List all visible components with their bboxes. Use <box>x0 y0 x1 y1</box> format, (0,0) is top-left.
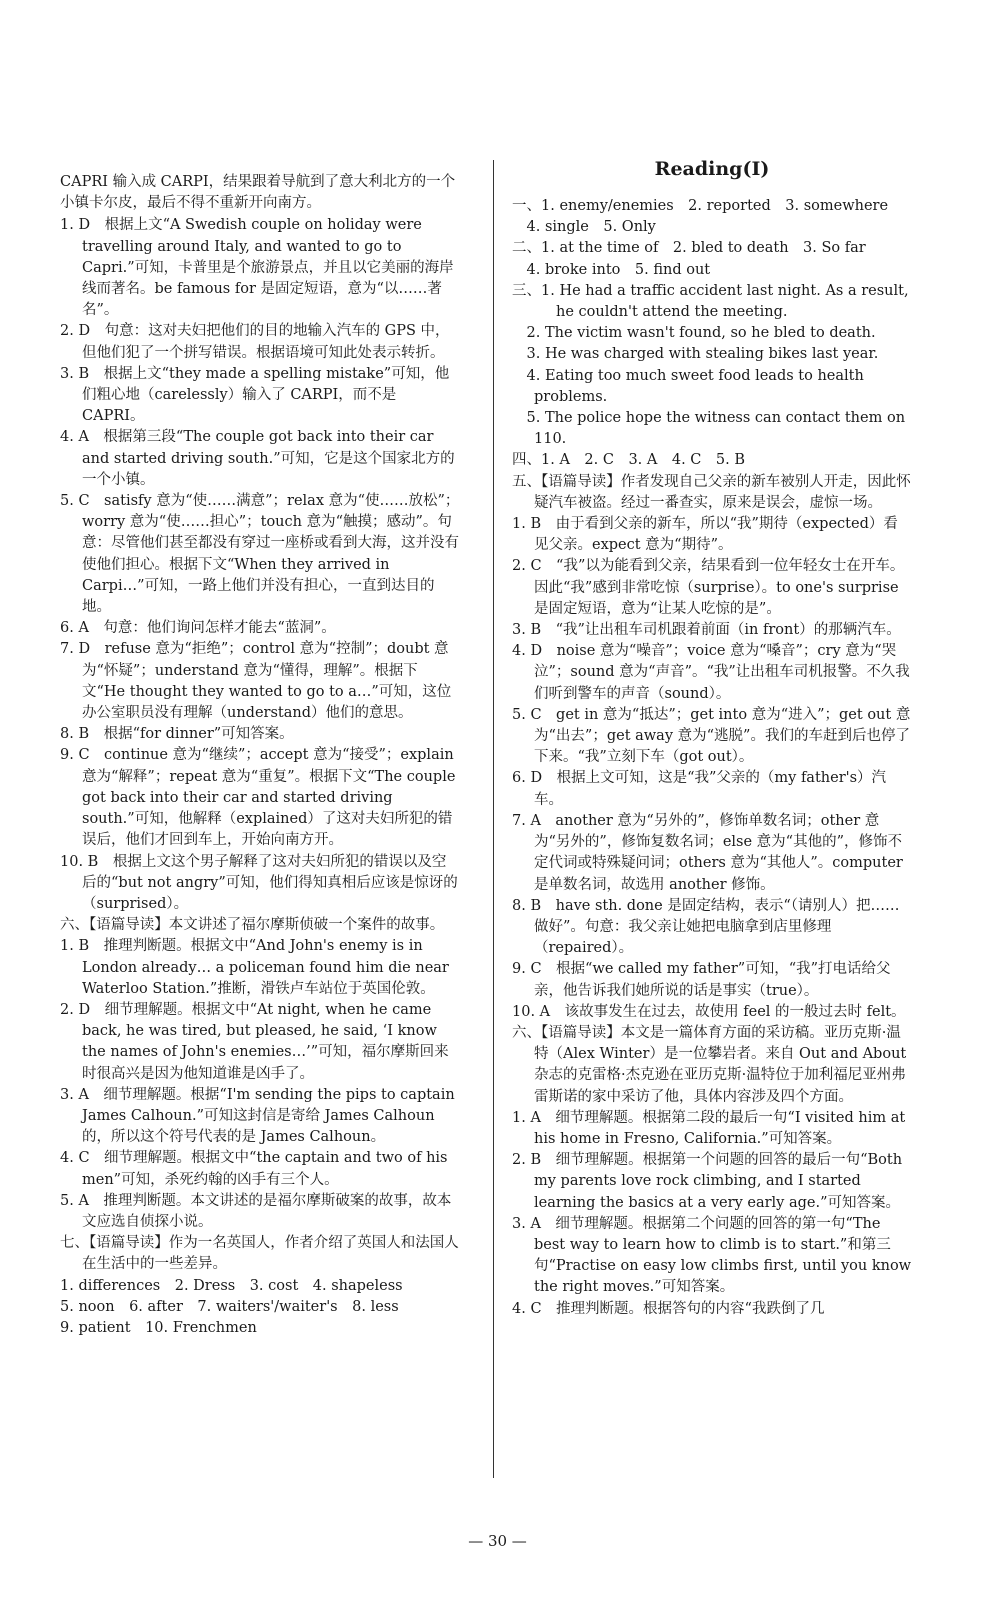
answer-paragraph: 3. A 细节理解题。根据“I'm sending the pips to captain James Calhoun.”可知这封信是寄给 James Calhoun 的，所以这个符号代表的是 James Calhoun。 <box>60 1086 455 1146</box>
answer-paragraph: 10. B 根据上文这个男子解释了这对夫妇所犯的错误以及空后的“but not angry”可知，他们得知真相后应该是惊讶的（surprised）。 <box>60 853 458 912</box>
answer-paragraph: 5. A 推理判断题。本文讲述的是福尔摩斯破案的故事，故本文应选自侦探小说。 <box>60 1192 452 1230</box>
answer-paragraph: 7. A another 意为“另外的”，修饰单数名词；other 意为“另外的”，修饰复数名词；else 意为“其他的”，修饰不定代词或特殊疑问词；others 意为“其他人”。computer 是单数名词，故选用 another 修饰。 <box>512 812 903 893</box>
answer-paragraph: 1. differences 2. Dress 3. cost 4. shapeless <box>60 1277 403 1294</box>
answer-paragraph: 4. A 根据第三段“The couple got back into their car and started driving south.”可知，它是这个国家北方的一个小镇。 <box>60 429 455 488</box>
answer-paragraph: 4. D noise 意为“噪音”；voice 意为“嗓音”；cry 意为“哭泣”；sound 意为“声音”。“我”让出租车司机报警。不久我们听到警车的声音（sound）。 <box>512 643 910 702</box>
answer-paragraph: 2. D 细节理解题。根据文中“At night, when he came back, he was tired, but pleased, he said, ‘I know the names of John's enemies…’”可知，福尔摩斯回来时很高兴是因为他知道谁是凶手了。 <box>60 1001 449 1082</box>
answer-paragraph: 1. B 推理判断题。根据文中“And John's enemy is in London already… a policeman found him die near Waterloo Station.”推断，滑铁卢车站位于英国伦敦。 <box>60 938 449 997</box>
answer-paragraph: 4. C 细节理解题。根据文中“the captain and two of his men”可知，杀死约翰的凶手有三个人。 <box>60 1150 448 1188</box>
column-divider <box>493 160 494 1478</box>
answer-paragraph: 1. D 根据上文“A Swedish couple on holiday were travelling around Italy, and wanted to go to Capri.”可知，卡普里是个旅游景点，并且以它美丽的海岸线而著名。be famous for 是固定短语，意为“以……著名”。 <box>60 217 454 319</box>
answer-paragraph: 10. A 该故事发生在过去，故使用 feel 的一般过去时 felt。 <box>512 1003 906 1020</box>
answer-paragraph: 3. B “我”让出租车司机跟着前面（in front）的那辆汽车。 <box>512 622 901 639</box>
answer-paragraph: 5. noon 6. after 7. waiters'/waiter's 8. less <box>60 1298 399 1315</box>
answer-paragraph: 2. C “我”以为能看到父亲，结果看到一位年轻女士在开车。因此“我”感到非常吃惊（surprise）。to one's surprise 是固定短语，意为“让某人吃惊的是”。 <box>512 558 905 617</box>
section-title: Reading(Ⅰ) <box>654 158 770 180</box>
answer-paragraph: 3. B 根据上文“they made a spelling mistake”可知，他们粗心地（carelessly）输入了 CARPI，而不是 CAPRI。 <box>60 365 450 425</box>
answer-paragraph: 五、【语篇导读】作者发现自己父亲的新车被别人开走，因此怀疑汽车被盗。经过一番查实，原来是误会，虚惊一场。 <box>512 473 911 511</box>
answer-paragraph: 2. D 句意：这对夫妇把他们的目的地输入汽车的 GPS 中，但他们犯了一个拼写错误。根据语境可知此处表示转折。 <box>60 323 450 361</box>
answer-paragraph: 9. C continue 意为“继续”；accept 意为“接受”；explain 意为“解释”；repeat 意为“重复”。根据下文“The couple got back into their car and started driving south.”可知，他解释（explained）了这对夫妇所犯的错误后，他们才回到车上，开始向南方开。 <box>60 747 456 849</box>
watermark-logo <box>859 1540 979 1588</box>
answer-paragraph: 四、1. A 2. C 3. A 4. C 5. B <box>512 452 746 469</box>
answer-paragraph: 4. single 5. Only <box>512 219 656 236</box>
answer-paragraph: 4. C 推理判断题。根据答句的内容“我跌倒了几 <box>512 1300 825 1317</box>
answer-paragraph: 六、【语篇导读】本文是一篇体育方面的采访稿。亚历克斯·温特（Alex Winter）是一位攀岩者。来自 Out and About 杂志的克雷格·杰克逊在亚历克斯·温特位于加利福尼亚州弗雷斯诺的家中采访了他，具体内容涉及四个方面。 <box>512 1024 907 1105</box>
answer-paragraph: 5. C satisfy 意为“使……满意”；relax 意为“使……放松”；worry 意为“使……担心”；touch 意为“触摸；感动”。句意：尽管他们甚至都没有穿过一座桥或看到大海，这并没有使他们担心。根据下文“When they arrived in Carpi…”可知，一路上他们并没有担心，一直到达目的地。 <box>60 493 460 616</box>
answer-paragraph: 三、1. He had a traffic accident last night. As a result, he couldn't attend the meeting. <box>512 282 909 321</box>
answer-paragraph: 6. A 句意：他们询问怎样才能去“蓝洞”。 <box>60 620 336 637</box>
right-column <box>512 196 912 1320</box>
answer-paragraph: 3. He was charged with stealing bikes last year. <box>512 346 879 363</box>
left-column <box>60 172 460 1339</box>
answer-paragraph: CAPRI 输入成 CARPI，结果跟着导航到了意大利北方的一个小镇卡尔皮，最后不得不重新开向南方。 <box>60 174 456 212</box>
answer-paragraph: 2. B 细节理解题。根据第一个问题的回答的最后一句“Both my parents love rock climbing, and I started learning the basics at a very early age.”可知答案。 <box>512 1152 903 1211</box>
answer-paragraph: 8. B have sth. done 是固定结构，表示“（请别人）把……做好”。句意：我父亲让她把电脑拿到店里修理（repaired）。 <box>512 897 900 957</box>
answer-paragraph: 6. D 根据上文可知，这是“我”父亲的（my father's）汽车。 <box>512 770 887 808</box>
answer-paragraph: 七、【语篇导读】作为一名英国人，作者介绍了英国人和法国人在生活中的一些差异。 <box>60 1235 459 1273</box>
answer-paragraph: 2. The victim wasn't found, so he bled to death. <box>512 325 876 342</box>
answer-paragraph: 4. Eating too much sweet food leads to health problems. <box>512 367 864 405</box>
answer-paragraph: 4. broke into 5. find out <box>512 261 711 278</box>
answer-paragraph: 7. D refuse 意为“拒绝”；control 意为“控制”；doubt 意为“怀疑”；understand 意为“懂得，理解”。根据下文“He thought they wanted to go to a…”可知，这位办公室职员没有理解（understand）他们的意思。 <box>60 641 452 722</box>
answer-paragraph: 9. patient 10. Frenchmen <box>60 1319 257 1336</box>
answer-paragraph: 二、1. at the time of 2. bled to death 3. So far <box>512 240 866 257</box>
answer-paragraph: 1. B 由于看到父亲的新车，所以“我”期待（expected）看见父亲。expect 意为“期待”。 <box>512 516 898 554</box>
answer-paragraph: 5. The police hope the witness can contact them on 110. <box>512 410 906 448</box>
answer-paragraph: 六、【语篇导读】本文讲述了福尔摩斯侦破一个案件的故事。 <box>60 917 445 934</box>
answer-paragraph: 5. C get in 意为“抵达”；get into 意为“进入”；get out 意为“出去”；get away 意为“逃脱”。我们的车赶到后也停了下来。“我”立刻下车（got out）。 <box>512 706 911 766</box>
answer-paragraph: 1. A 细节理解题。根据第二段的最后一句“I visited him at his home in Fresno, California.”可知答案。 <box>512 1109 906 1147</box>
answer-paragraph: 一、1. enemy/enemies 2. reported 3. somewhere <box>512 198 889 214</box>
answer-paragraph: 9. C 根据“we called my father”可知，“我”打电话给父亲，他告诉我们她所说的话是事实（true）。 <box>512 961 891 999</box>
answer-paragraph: 8. B 根据“for dinner”可知答案。 <box>60 726 294 743</box>
answer-paragraph: 3. A 细节理解题。根据第二个问题的回答的第一句“The best way to learn how to climb is to start.”和第三句“Practise on easy low climbs first, until you know the right moves.”可知答案。 <box>512 1215 912 1296</box>
page-number: — 30 — <box>468 1532 527 1550</box>
